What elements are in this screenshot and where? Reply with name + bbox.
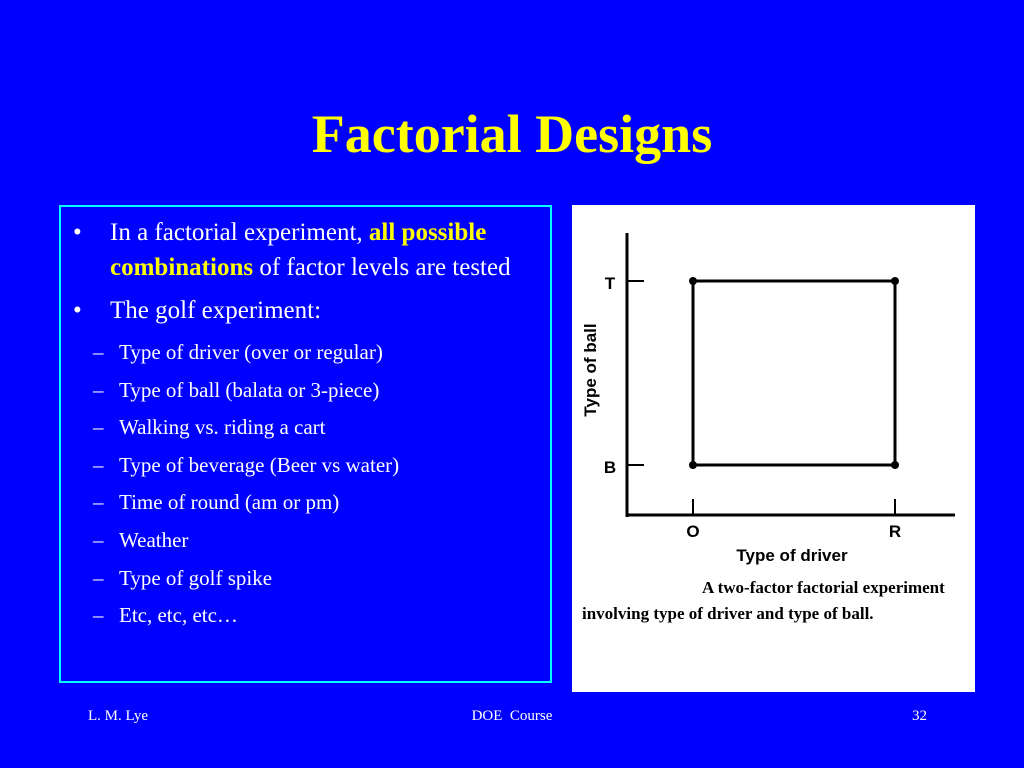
y-tick-label-b: B	[603, 458, 617, 477]
y-axis-label: Type of ball	[581, 323, 600, 417]
corner-point	[891, 461, 899, 469]
sub-item: – Weather	[93, 522, 543, 560]
factorial-square	[693, 281, 895, 465]
bullet1-pre: In a factorial experiment,	[110, 219, 369, 246]
bullet-list	[73, 215, 543, 643]
bullet-text-box	[59, 205, 552, 683]
slide-title: Factorial Designs	[311, 104, 713, 164]
bullet2-text: The golf experiment:	[110, 297, 322, 324]
sub-item: – Type of golf spike	[93, 560, 543, 598]
sub-item: – Etc, etc, etc…	[93, 597, 543, 635]
figure-caption: A two-factor factorial experiment involving type of driver and type of ball.	[582, 578, 945, 623]
bullet1-post: of factor levels are tested	[253, 254, 511, 281]
factorial-figure	[572, 205, 975, 692]
footer-page-number: 32	[912, 708, 927, 724]
sub-item: – Time of round (am or pm)	[93, 484, 543, 522]
corner-point	[689, 461, 697, 469]
sub-item: – Walking vs. riding a cart	[93, 409, 543, 447]
x-axis-label: Type of driver	[736, 546, 848, 565]
footer-author: L. M. Lye	[88, 708, 148, 724]
x-tick-label-o: O	[686, 522, 700, 541]
sub-item: – Type of beverage (Beer vs water)	[93, 447, 543, 485]
sub-item: – Type of ball (balata or 3-piece)	[93, 372, 543, 410]
y-tick-label-t: T	[604, 274, 616, 293]
bullet-item-golf	[73, 293, 543, 635]
corner-point	[689, 277, 697, 285]
corner-point	[891, 277, 899, 285]
sub-bullet-list	[110, 334, 543, 635]
sub-item: – Type of driver (over or regular)	[93, 334, 543, 372]
footer-course: DOE Course	[471, 708, 553, 724]
bullet-item-factorial	[73, 215, 543, 285]
x-tick-label-r: R	[888, 522, 902, 541]
bullet1-highlight: all possible combinations	[110, 219, 487, 281]
